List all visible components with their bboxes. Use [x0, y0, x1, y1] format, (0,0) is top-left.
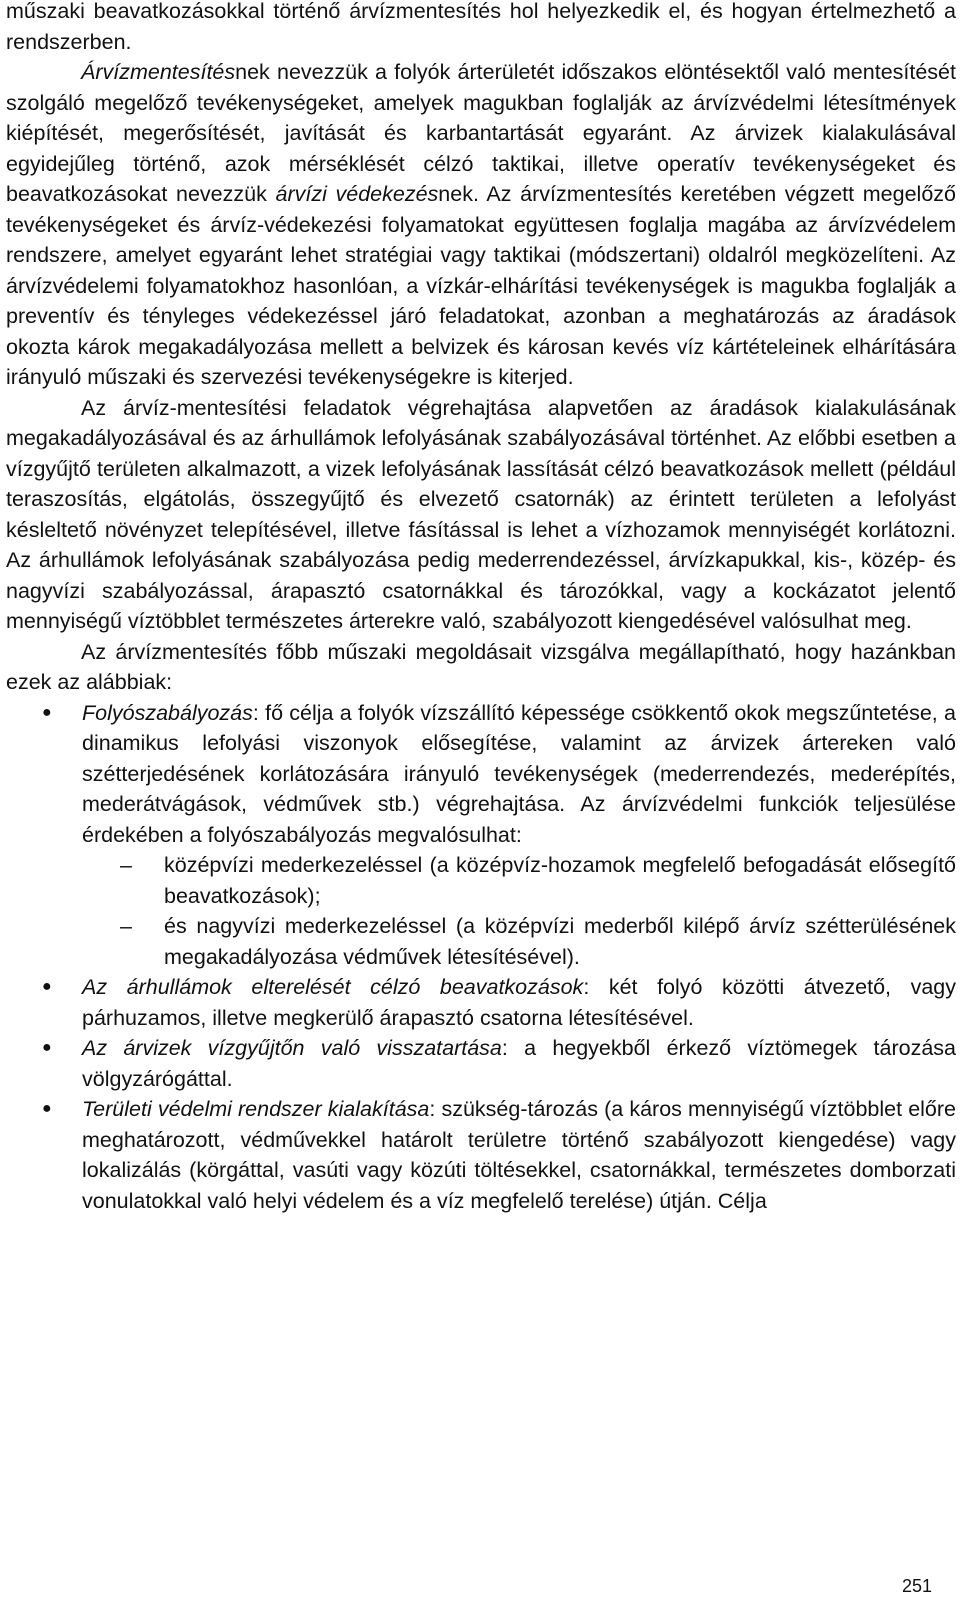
text-run: nek nevezzük a folyók árterületét időszakos elöntésektől való mentesítését szolgáló megelőző tevékenységeket, amelyek magukban foglalják az árvízvédelmi létesítmények kiépítését, megerősítését, javítását és karbantartását egyaránt. Az árvizek kialakulásával egyidejűleg történő, azok mérséklését célzó taktikai, illetve operatív tevékenységeket és beavatkozásokat nevezzük [6, 60, 956, 206]
dash-list [82, 850, 956, 972]
body-text [6, 0, 956, 698]
bullet-item [6, 972, 956, 1033]
paragraph [6, 0, 956, 57]
bullet-text [82, 698, 956, 851]
dash-item-text: középvízi mederkezeléssel (a középvíz-hozamok megfelelő befogadását elősegítő beavatkozások); [164, 853, 956, 908]
bullet-icon: ● [42, 978, 52, 995]
text-run: : két folyó közötti átvezető, vagy párhuzamos, illetve megkerülő árapasztó csatorna létesítésével. [82, 975, 956, 1030]
paragraph [6, 57, 956, 393]
italic-term: Árvízmentesítés [81, 60, 236, 84]
italic-term: Területi védelmi rendszer kialakítása [82, 1097, 430, 1121]
document-page [6, 0, 956, 1216]
dash-item [82, 850, 956, 911]
text-run: műszaki beavatkozásokkal történő árvízmentesítés hol helyezkedik el, és hogyan értelmezhető a rendszerben. [6, 0, 956, 54]
bullet-text [82, 1033, 956, 1094]
bullet-icon: ● [42, 703, 52, 721]
paragraph [6, 637, 956, 698]
dash-icon: – [120, 853, 132, 877]
bullet-item [6, 1033, 956, 1094]
text-run: : szükség-tározás (a káros mennyiségű víztöbblet előre meghatározott, védművekkel határolt területre történő szabályozott kiengedése) vagy lokalizálás (körgáttal, vasúti vagy közúti töltésekkel, csatornákkal, természetes domborzati vonulatokkal való helyi védelem és a víz megfelelő terelése) útján. Célja [82, 1097, 957, 1213]
bullet-text [82, 1094, 956, 1216]
text-run: : fő célja a folyók vízszállító képessége csökkentő okok megszűntetése, a dinamikus lefolyási viszonyok elősegítése, valamint az árvizek ártereken való szétterjedésének korlátozására irányuló tevékenységek (mederrendezés, mederépítés, mederátvágások, védművek stb.) végrehajtása. Az árvízvédelmi funkciók teljesülése érdekében a folyószabályozás megvalósulhat: [82, 700, 956, 847]
italic-term: Az árhullámok elterelését célzó beavatkozások [82, 975, 584, 999]
italic-term: árvízi védekezés [275, 182, 439, 206]
dash-item-text: és nagyvízi mederkezeléssel (a középvízi mederből kilépő árvíz szétterülésének megakadályozása védművek létesítésével). [164, 914, 956, 969]
page-number: 251 [901, 1576, 932, 1596]
italic-term: Folyószabályozás [82, 700, 253, 725]
text-run: Az árvízmentesítés főbb műszaki megoldásait vizsgálva megállapítható, hogy hazánkban ezek az alábbiak: [6, 639, 956, 694]
dash-icon: – [120, 914, 132, 938]
text-run: Az árvíz-mentesítési feladatok végrehajtása alapvetően az áradások kialakulásának megakadályozásával és az árhullámok lefolyásának szabályozásával történhet. Az előbbi esetben a vízgyűjtő területen alkalmazott, a vizek lefolyásának lassítását célzó beavatkozások mellett (például teraszosítás, elgátolás, összegyűjtő és elvezető csatornák) az érintett területen a lefolyást késleltető növényzet telepítésével, illetve fásítással is lehet a vízhozamok mennyiségét korlátozni. Az árhullámok lefolyásának szabályozása pedig mederrendezéssel, árvízkapukkal, kis-, közép- és nagyvízi szabályozással, árapasztó csatornákkal és tározókkal, vagy a kockázatot jelentő mennyiségű víztöbblet természetes árterekre való, szabályozott kiengedésével valósulhat meg. [6, 395, 956, 633]
bullet-list [6, 698, 956, 1217]
italic-term: Az árvizek vízgyűjtőn való visszatartása [82, 1036, 502, 1060]
bullet-item [6, 698, 956, 973]
text-run: : a hegyekből érkező víztömegek tározása völgyzárógáttal. [82, 1036, 957, 1091]
bullet-item [6, 1094, 956, 1216]
paragraph [6, 393, 956, 637]
text-run: nek. Az árvízmentesítés keretében végzett megelőző tevékenységeket és árvíz-védekezési folyamatokat együttesen foglalja magába az árvízvédelem rendszere, amelyet egyaránt lehet stratégiai vagy taktikai (módszertani) oldalról megközelíteni. Az árvízvédelemi folyamatokhoz hasonlóan, a vízkár-elhárítási tevékenységek is magukba foglalják a preventív és tényleges védekezéssel járó feladatokat, azonban a meghatározás az áradások okozta károk megakadályozása mellett a belvizek és károsan kevés víz kártételeinek elhárítására irányuló műszaki és szervezési tevékenységekre is kiterjed. [6, 182, 956, 389]
dash-item [82, 911, 956, 972]
bullet-icon: ● [42, 1100, 52, 1117]
bullet-text [82, 972, 956, 1033]
bullet-icon: ● [42, 1039, 52, 1056]
